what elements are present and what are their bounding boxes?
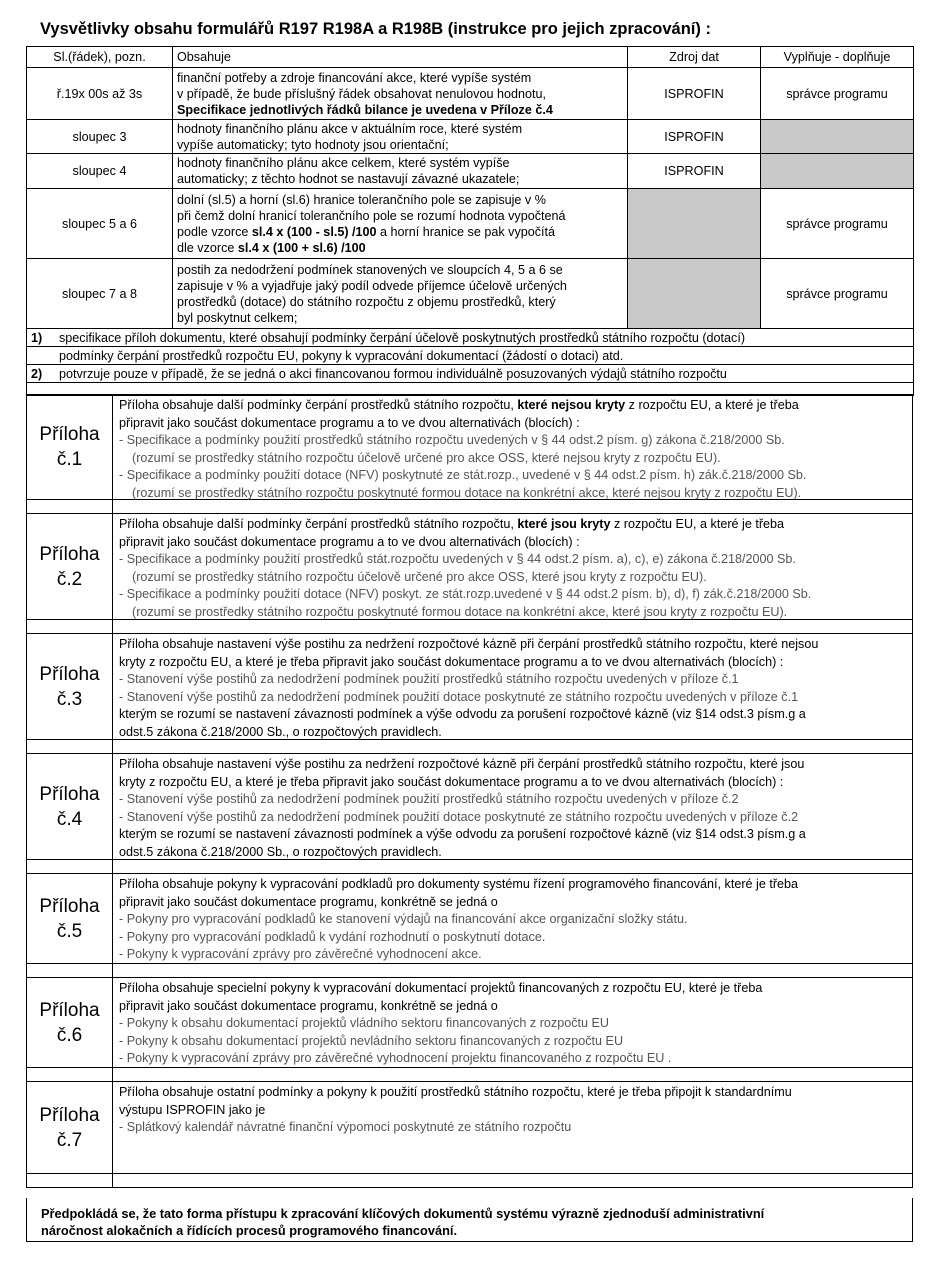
attachment-line (119, 1050, 908, 1068)
attachment-line (119, 809, 908, 827)
row-column-cell: sloupec 4 (27, 154, 173, 189)
attachment-line (119, 998, 908, 1016)
attachment-line (119, 551, 908, 569)
note-number: 2) (31, 366, 43, 381)
note-cell (27, 365, 914, 383)
attachment-spacer (26, 860, 913, 874)
footer-note (26, 1198, 913, 1242)
text-run: - Specifikace a podmínky použití dotace (NFV) poskytnuté ze stát.rozp., uvedené v § 44 odst.2 písm. h) zák.č.218/2000 Sb. (119, 468, 807, 483)
text-run: Příloha obsahuje nastavení výše postihu za nedržení rozpočtové kázně při čerpání prostředků státního rozpočtu, které jsou (119, 757, 805, 771)
attachment-content (113, 1082, 912, 1173)
spacer-left (27, 1174, 113, 1187)
attachment-content (113, 754, 912, 859)
attachment-label-text: č.2 (56, 568, 83, 590)
note-row (27, 365, 914, 383)
header-cell: Sl.(řádek), pozn. (27, 47, 173, 68)
note-text: potvrzuje pouze v případě, že se jedná o akci financovanou formou individuálně posuzovaných výdajů státního rozpočtu (59, 366, 727, 381)
text-run: (rozumí se prostředky státního rozpočtu poskytnuté formou dotace na konkrétní akce, které nejsou kryty z rozpočtu EU). (125, 485, 802, 500)
text-run: odst.5 zákona č.218/2000 Sb., o rozpočtových pravidlech. (119, 724, 442, 739)
note-text: specifikace příloh dokumentu, které obsahují podmínky čerpání účelově poskytnutých prostředků státního rozpočtu (dotací) (59, 330, 746, 345)
text-run: - Splátkový kalendář návratné finanční výpomoci poskytnuté ze státního rozpočtu (119, 1120, 572, 1135)
content-line (177, 224, 623, 240)
text-run: připravit jako součást dokumentace programu a to ve dvou alternativách (blocích) : (119, 415, 580, 430)
table-row (27, 189, 914, 259)
attachment-line (119, 569, 908, 587)
page-title: Vysvětlivky obsahu formulářů R197 R198A a R198B (instrukce pro jejich zpracování) : (40, 20, 711, 38)
attachment-block (26, 1082, 913, 1174)
attachment-label-text: Příloha (39, 663, 100, 685)
attachment-line (119, 946, 908, 964)
attachment-spacer (26, 740, 913, 754)
text-run: - Specifikace a podmínky použití prostředků stát.rozpočtu uvedených v § 44 odst.2 písm. a), c), e) zákona č.218/2000 Sb. (119, 552, 796, 567)
content-line: byl poskytnut celkem; (177, 310, 298, 325)
attachment-line (119, 791, 908, 809)
attachment-line (119, 706, 908, 724)
text-run: - Pokyny pro vypracování podkladů k vydání rozhodnutí o poskytnutí dotace. (119, 929, 546, 944)
text-run: Příloha obsahuje specielní pokyny k vypracování dokumentací projektů financovaných z rozpočtu EU, které je třeba (119, 981, 763, 995)
row-content-cell (173, 120, 628, 154)
content-line: finanční potřeby a zdroje financování akce, které vypíše systém (177, 70, 532, 85)
text-run: Příloha obsahuje pokyny k vypracování podkladů pro dokumenty systému řízení programového financování, které je třeba (119, 877, 799, 891)
attachment-label (27, 514, 113, 619)
text-run: dle vzorce (177, 240, 238, 255)
note-number: 1) (31, 330, 43, 345)
attachment-spacer (26, 1068, 913, 1082)
formula-upper: sl.4 x (100 + sl.6) /100 (237, 240, 366, 255)
attachment-line (119, 1119, 908, 1137)
content-line: prostředků (dotace) do státního rozpočtu z objemu prostředků, který (177, 294, 556, 309)
attachment-line (119, 534, 908, 552)
attachment-line (119, 671, 908, 689)
attachment-label (27, 395, 113, 499)
attachment-line (119, 1033, 908, 1051)
attachment-label (27, 978, 113, 1067)
text-run: kryty z rozpočtu EU, a které je třeba připravit jako součást dokumentace programu a to ve dvou alternativách (blocích) : (119, 654, 784, 669)
row-fills-cell (761, 154, 914, 189)
content-line: při čemž dolní hranicí tolerančního pole se rozumí hodnota vypočtená (177, 208, 566, 223)
header-cell: Obsahuje (173, 47, 628, 68)
attachment-line (119, 516, 908, 534)
attachment-block (26, 978, 913, 1068)
text-run: - Specifikace a podmínky použití prostředků státního rozpočtu uvedených v § 44 odst.2 písm. g) zákona č.218/2000 Sb. (119, 433, 785, 448)
attachment-content (113, 634, 912, 739)
attachment-spacer (26, 964, 913, 978)
attachment-content (113, 395, 912, 499)
attachment-line (119, 774, 908, 792)
attachment-line (119, 586, 908, 604)
text-run: Příloha obsahuje ostatní podmínky a pokyny k použití prostředků státního rozpočtu, které je třeba připojit k standardnímu (119, 1085, 792, 1099)
spacer-left (27, 500, 113, 513)
content-line: dolní (sl.5) a horní (sl.6) hranice tolerančního pole se zapisuje v % (177, 192, 546, 207)
row-source-cell: ISPROFIN (628, 154, 761, 189)
note-text: podmínky čerpání prostředků rozpočtu EU, pokyny k vypracování dokumentací (žádostí o dotaci) atd. (59, 348, 624, 363)
note-row (27, 347, 914, 365)
attachment-label-text: Příloha (39, 999, 100, 1021)
text-run: - Pokyny k vypracování zprávy pro závěrečné vyhodnocení projektu financovaného z rozpočtu EU . (119, 1051, 672, 1066)
text-run: - Pokyny pro vypracování podkladů ke stanovení výdajů na financování akce organizační složky státu. (119, 912, 688, 927)
attachment-block (26, 634, 913, 740)
text-run: kterým se rozumí se nastavení závaznosti podmínek a výše odvodu za porušení rozpočtové kázně (viz §14 odst.3 písm.g a (119, 827, 806, 842)
attachment-line (119, 980, 908, 998)
attachment-line (119, 485, 908, 503)
attachment-label (27, 634, 113, 739)
attachment-line (119, 756, 908, 774)
attachment-spacer (26, 620, 913, 634)
attachments-section (26, 394, 913, 1188)
row-column-cell: ř.19x 00s až 3s (27, 68, 173, 120)
attachment-line (119, 450, 908, 468)
row-fills-cell: správce programu (761, 68, 914, 120)
attachment-line (119, 654, 908, 672)
row-content-cell (173, 259, 628, 329)
attachment-line (119, 911, 908, 929)
attachment-content (113, 978, 912, 1067)
attachment-label-text: č.1 (56, 449, 83, 470)
table-row (27, 154, 914, 189)
spacer-left (27, 620, 113, 633)
note-cell (27, 347, 914, 365)
text-run: a horní hranice se pak vypočítá (376, 224, 556, 239)
attachment-line (119, 876, 908, 894)
attachment-block (26, 874, 913, 964)
text-run: podle vzorce (177, 224, 252, 239)
attachment-line (119, 724, 908, 742)
table-row (27, 120, 914, 154)
spacer-left (27, 860, 113, 873)
text-run: (rozumí se prostředky státního rozpočtu účelově určené pro akce OSS, které jsou kryty z rozpočtu EU). (125, 569, 707, 584)
attachment-label-text: Příloha (39, 543, 100, 565)
attachment-line (119, 844, 908, 862)
text-run: (rozumí se prostředky státního rozpočtu účelově určené pro akce OSS, které nejsou kryty z rozpočtu EU). (125, 450, 721, 465)
emphasis-text: které jsou kryty (517, 517, 611, 531)
text-run: - Pokyny k obsahu dokumentací projektů nevládního sektoru financovaných z rozpočtu EU (119, 1033, 624, 1048)
attachment-label-text: č.7 (56, 1129, 83, 1151)
table-header-row (27, 47, 914, 68)
row-content-cell (173, 189, 628, 259)
attachment-label (27, 1082, 113, 1173)
attachment-line (119, 894, 908, 912)
row-column-cell: sloupec 5 a 6 (27, 189, 173, 259)
header-cell: Zdroj dat (628, 47, 761, 68)
text-run: Příloha obsahuje další podmínky čerpání prostředků státního rozpočtu, (119, 517, 518, 531)
text-run: Příloha obsahuje další podmínky čerpání prostředků státního rozpočtu, (119, 398, 518, 412)
attachment-line (119, 1084, 908, 1102)
emphasis-text: které nejsou kryty (517, 398, 626, 412)
text-run: - Stanovení výše postihů za nedodržení podmínek použití dotace poskytnuté ze státního rozpočtu uvedených v příloze č.2 (119, 809, 799, 824)
text-run: z rozpočtu EU, a které je třeba (625, 398, 799, 412)
attachment-line (119, 929, 908, 947)
row-source-cell (628, 259, 761, 329)
row-column-cell: sloupec 7 a 8 (27, 259, 173, 329)
attachment-line (119, 467, 908, 485)
content-line: v případě, že bude příslušný řádek obsahovat nenulovou hodnotu, (177, 86, 546, 101)
attachment-spacer (26, 1174, 913, 1188)
attachment-label (27, 754, 113, 859)
attachment-line (119, 415, 908, 433)
row-fills-cell (761, 120, 914, 154)
text-run: - Pokyny k vypracování zprávy pro závěrečné vyhodnocení akce. (119, 947, 482, 962)
content-line (177, 240, 623, 256)
attachment-line (119, 1015, 908, 1033)
note-cell (27, 329, 914, 347)
attachment-content (113, 874, 912, 963)
attachment-label-text: Příloha (39, 1104, 100, 1126)
attachment-content (113, 514, 912, 619)
text-run: z rozpočtu EU, a které je třeba (610, 517, 785, 531)
content-line: hodnoty finančního plánu akce celkem, které systém vypíše (177, 156, 510, 170)
attachment-block (26, 754, 913, 860)
text-run: výstupu ISPROFIN jako je (119, 1102, 266, 1117)
header-cell: Vyplňuje - doplňuje (761, 47, 914, 68)
row-source-cell: ISPROFIN (628, 120, 761, 154)
attachment-label-text: Příloha (39, 424, 100, 445)
content-line: zapisuje v % a vyjadřuje jaký podíl odvede příjemce účelově určených (177, 278, 567, 293)
row-source-cell (628, 189, 761, 259)
attachment-label-text: č.4 (56, 808, 83, 830)
text-run: kterým se rozumí se nastavení závaznosti podmínek a výše odvodu za porušení rozpočtové kázně (viz §14 odst.3 písm.g a (119, 707, 806, 722)
text-run: - Pokyny k obsahu dokumentací projektů vládního sektoru financovaných z rozpočtu EU (119, 1016, 610, 1031)
explanation-table (26, 46, 914, 396)
content-line: Specifikace jednotlivých řádků bilance je uvedena v Příloze č.4 (177, 102, 553, 117)
attachment-label-text: Příloha (39, 895, 100, 917)
content-line: automaticky; z těchto hodnot se nastavují závazné ukazatele; (177, 172, 520, 186)
text-run: připravit jako součást dokumentace programu a to ve dvou alternativách (blocích) : (119, 534, 580, 549)
attachment-block (26, 514, 913, 620)
attachment-label-text: č.6 (56, 1024, 83, 1046)
text-run: - Specifikace a podmínky použití dotace (NFV) poskyt. ze stát.rozp.uvedené v § 44 odst.2 písm. b), d), f) zák.č.218/2000 Sb. (119, 587, 812, 602)
attachment-label (27, 874, 113, 963)
table-row (27, 259, 914, 329)
text-run: - Stanovení výše postihů za nedodržení podmínek použití dotace poskytnuté ze státního rozpočtu uvedených v příloze č.1 (119, 689, 799, 704)
text-run: - Stanovení výše postihů za nedodržení podmínek použití prostředků státního rozpočtu uvedených v příloze č.2 (119, 792, 739, 807)
content-line: hodnoty finančního plánu akce v aktuálním roce, které systém (177, 121, 523, 136)
text-run: - Stanovení výše postihů za nedodržení podmínek použití prostředků státního rozpočtu uvedených v příloze č.1 (119, 672, 739, 687)
attachment-line (119, 689, 908, 707)
row-column-cell: sloupec 3 (27, 120, 173, 154)
attachment-line (119, 432, 908, 450)
attachment-label-text: Příloha (39, 783, 100, 805)
attachment-line (119, 604, 908, 622)
row-fills-cell: správce programu (761, 189, 914, 259)
attachment-label-text: č.3 (56, 688, 83, 710)
row-fills-cell: správce programu (761, 259, 914, 329)
text-run: připravit jako součást dokumentace programu, konkrétně se jedná o (119, 998, 498, 1013)
spacer-left (27, 1068, 113, 1081)
row-content-cell (173, 154, 628, 189)
row-content-cell (173, 68, 628, 120)
content-line: postih za nedodržení podmínek stanovených ve sloupcích 4, 5 a 6 se (177, 262, 563, 277)
footer-line: náročnost alokačních a řídících procesů programového financování. (41, 1223, 458, 1238)
attachment-line (119, 1102, 908, 1120)
note-row (27, 329, 914, 347)
formula-lower: sl.4 x (100 - sl.5) /100 (251, 224, 377, 239)
text-run: Příloha obsahuje nastavení výše postihu za nedržení rozpočtové kázně při čerpání prostředků státního rozpočtu, které nejsou (119, 637, 819, 651)
table-row (27, 68, 914, 120)
attachment-line (119, 636, 908, 654)
content-line: vypíše automaticky; tyto hodnoty jsou orientační; (177, 137, 449, 152)
attachment-label-text: č.5 (56, 920, 83, 942)
text-run: kryty z rozpočtu EU, a které je třeba připravit jako součást dokumentace programu a to ve dvou alternativách (blocích) : (119, 774, 784, 789)
attachment-line (119, 826, 908, 844)
row-source-cell: ISPROFIN (628, 68, 761, 120)
spacer-left (27, 740, 113, 753)
text-run: odst.5 zákona č.218/2000 Sb., o rozpočtových pravidlech. (119, 844, 442, 859)
attachment-line (119, 397, 908, 415)
attachment-block (26, 394, 913, 500)
text-run: (rozumí se prostředky státního rozpočtu poskytnuté formou dotace na konkrétní akce, které jsou kryty z rozpočtu EU). (125, 604, 788, 619)
spacer-left (27, 964, 113, 977)
footer-line: Předpokládá se, že tato forma přístupu k zpracování klíčových dokumentů systému výrazně zjednoduší administrativní (41, 1206, 765, 1221)
text-run: připravit jako součást dokumentace programu, konkrétně se jedná o (119, 894, 498, 909)
